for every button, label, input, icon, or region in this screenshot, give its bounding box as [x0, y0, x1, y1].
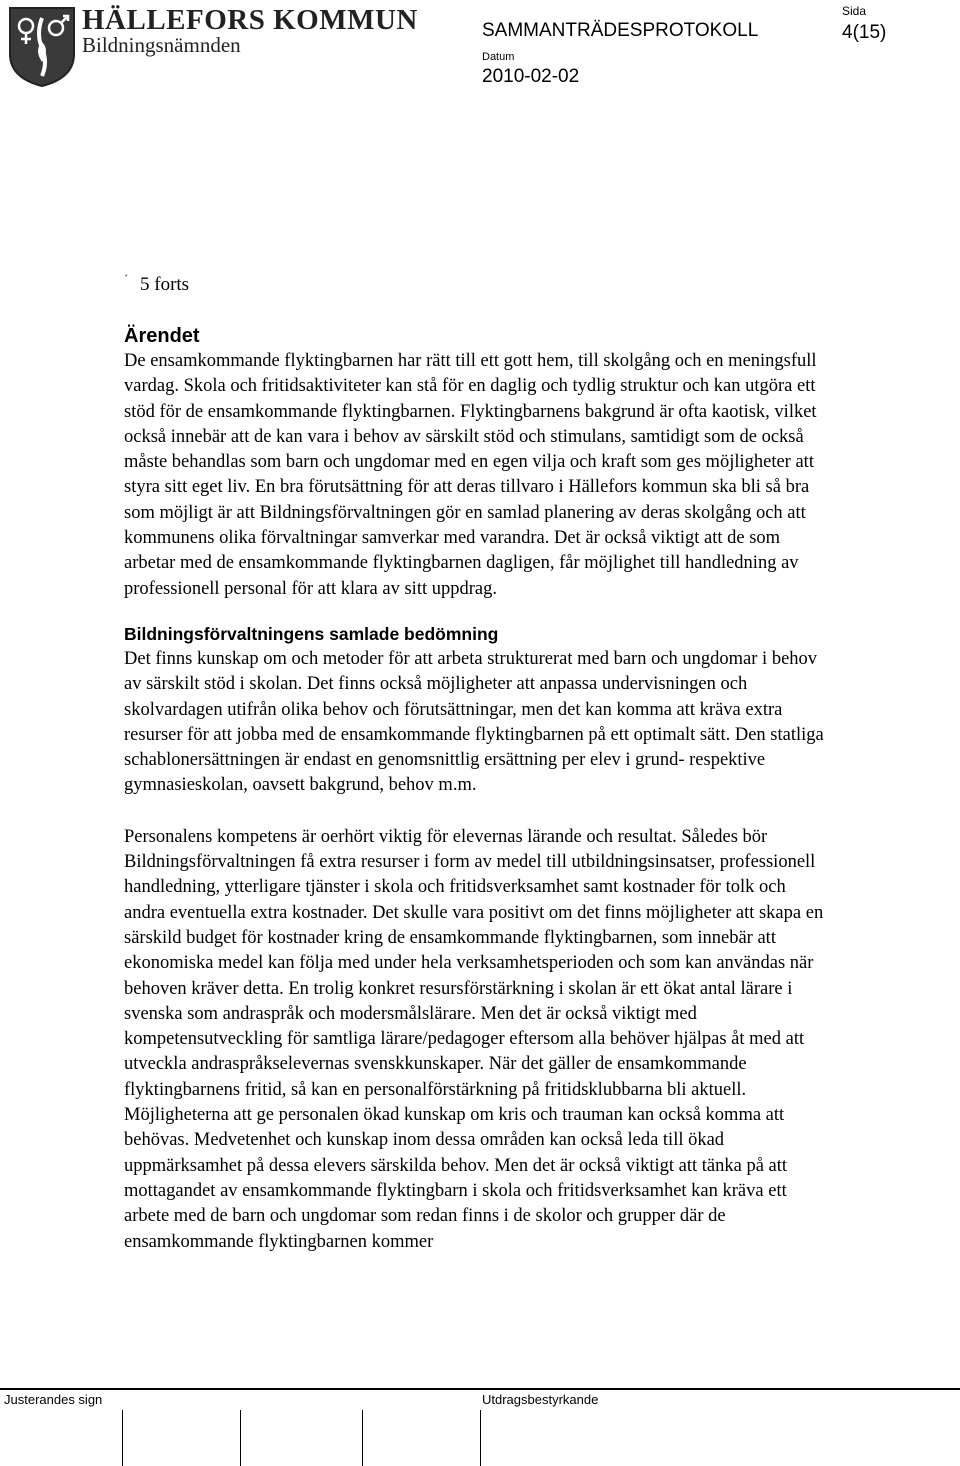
- signature-box-divider: [362, 1410, 363, 1466]
- page-number: 4(15): [842, 22, 887, 43]
- heading-bedomning: Bildningsförvaltningens samlade bedömning: [124, 623, 499, 644]
- date-value: 2010-02-02: [482, 66, 580, 87]
- paragraph-bedomning: Det finns kunskap om och metoder för att arbeta strukturerat med barn och ungdomar i behov av särskilt stöd i skolan. Det finns också möjligheter att anpassa undervisningen och skolvardagen utifrån olika behov och förutsättningar, men det kan komma att kräva extra resurser för att jobba med de ensamkommande flyktingbarnen på ett optimalt sätt. Den statliga schablonersättningen är endast en genomsnittlig ersättning per elev i grund- respektive gymnasieskolan, oavsett bakgrund, behov m.m.: [124, 648, 824, 796]
- org-name: HÄLLEFORS KOMMUN: [82, 4, 418, 36]
- coat-of-arms-icon: [6, 4, 78, 88]
- section-tick-icon: ´: [124, 272, 128, 286]
- page-footer: [0, 1388, 960, 1466]
- utdragsbestyrkande-label: Utdragsbestyrkande: [482, 1392, 599, 1407]
- signature-box-divider: [122, 1410, 123, 1466]
- org-subtitle: Bildningsnämnden: [82, 33, 241, 57]
- heading-arendet: Ärendet: [124, 325, 200, 347]
- signature-box-divider: [240, 1410, 241, 1466]
- page-label: Sida: [842, 4, 867, 18]
- footer-rule: [0, 1388, 960, 1390]
- date-label: Datum: [482, 51, 515, 63]
- paragraph-personal: Personalens kompetens är oerhört viktig för elevernas lärande och resultat. Således bör Bildningsförvaltningen få extra resurser i form av medel till utbildningsinsatser, professionell handledning, ytterligare tjänster i skola och fritidsverksamhet samt kostnader för tolk och andra eventuella extra kostnader. Det skulle vara positivt om det finns möjligheter att skapa en särskild budget för kostnader kring de ensamkommande flyktingbarnen, som innebär att ekonomiska medel kan följa med under hela verksamhetsperioden och som kan användas när behoven kräver detta. En trolig konkret resursförstärkning i skolan är ett ökat antal lärare i svenska som andraspråk och modersmålslärare. Men det är också viktigt med kompetensutveckling för samtliga lärare/pedagoger eftersom alla behöver hjälpas åt med att utveckla andraspråkselevernas svenskkunskaper. När det gäller de ensamkommande flyktingbarnens fritid, så kan en personalförstärkning på fritidsklubbarna bli aktuell. Möjligheterna att ge personalen ökad kunskap om kris och trauman kan också komma att behövas. Medvetenhet och kunskap inom dessa områden kan också leda till ökad uppmärksamhet på dessa elevers särskilda behov. Men det är också viktigt att tänka på att mottagandet av ensamkommande flyktingbarn i skola och fritidsverksamhet kan kräva ett arbete med de barn och ungdomar som redan finns i de skolor och grupper där de ensamkommande flyktingbarnen kommer: [124, 826, 824, 1252]
- signature-box-divider: [480, 1410, 481, 1466]
- paragraph-arendet: De ensamkommande flyktingbarnen har rätt till ett gott hem, till skolgång och en meningsfull vardag. Skola och fritidsaktiviteter kan stå för en daglig och tydlig struktur och kan utgöra ett stöd för de ensamkommande flyktingbarnen. Flyktingbarnens bakgrund är ofta kaotisk, vilket också innebär att de kan vara i behov av särskilt stöd och stimulans, samtidigt som de också måste behandlas som barn och ungdomar med en egen vilja och kraft som ges möjligheter att styra sitt eget liv. En bra förutsättning för att deras tillvaro i Hällefors kommun ska bli så bra som möjligt är att Bildningsförvaltningen gör en samlad planering av deras skolgång och att kommunens olika förvaltningar samverkar med varandra. Det är också viktigt att de som arbetar med de ensamkommande flyktingbarnen dagligen, får möjlighet till handledning av professionell personal för att klara av sitt uppdrag.: [124, 351, 817, 599]
- document-type: SAMMANTRÄDESPROTOKOLL: [482, 20, 759, 41]
- document-body: [124, 323, 824, 1255]
- section-reference: [124, 274, 189, 296]
- justerandes-sign-label: Justerandes sign: [4, 1392, 103, 1407]
- section-reference-text: 5 forts: [140, 274, 190, 295]
